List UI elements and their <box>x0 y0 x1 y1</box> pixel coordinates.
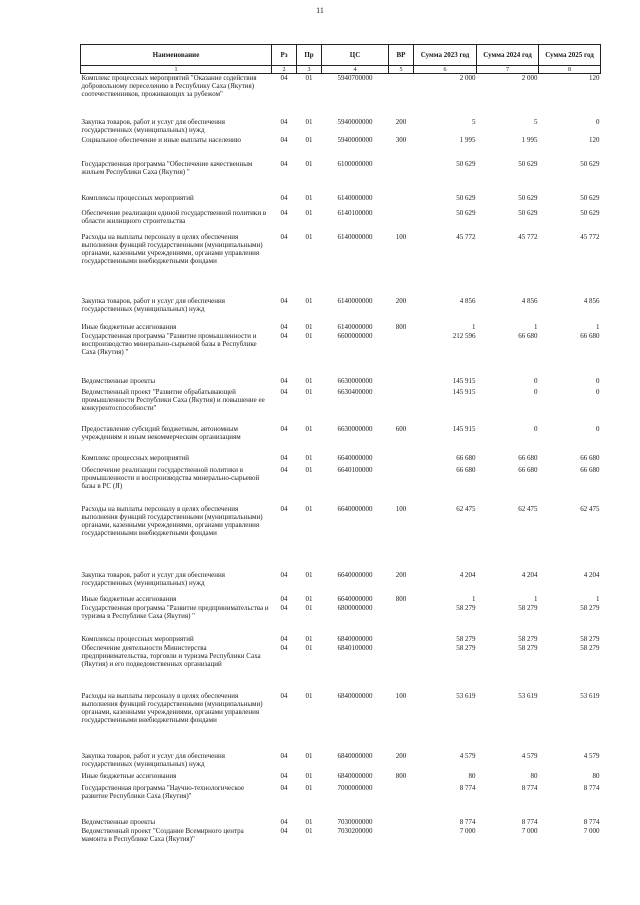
row-sum-2025: 4 856 <box>583 296 600 305</box>
row-vr: 800 <box>395 322 407 331</box>
table-row <box>81 332 601 377</box>
row-sum-2023: 80 <box>468 771 476 780</box>
table-row <box>81 466 601 505</box>
row-sum-2024: 80 <box>530 771 538 780</box>
column-number: 3 <box>297 66 322 74</box>
row-sum-2023: 4 856 <box>459 296 476 305</box>
table-row <box>81 635 601 644</box>
row-rz: 04 <box>280 322 288 331</box>
row-sum-2025: 50 629 <box>580 159 600 168</box>
row-sum-2025: 4 579 <box>583 751 600 760</box>
row-vr <box>389 160 414 194</box>
header-cs: ЦС <box>322 45 389 66</box>
row-sum-2025: 0 <box>596 376 600 385</box>
row-sum-2025: 1 <box>596 322 600 331</box>
row-vr <box>389 332 414 377</box>
row-name: Комплексы процессных мероприятий <box>81 193 194 202</box>
row-sum-2025: 66 680 <box>580 331 600 340</box>
row-vr <box>389 209 414 233</box>
header-sum-2023: Сумма 2023 год <box>414 45 477 66</box>
row-rz: 04 <box>280 296 288 305</box>
row-pr: 01 <box>305 208 313 217</box>
row-name: Обеспечение деятельности Министерства предпринимательства, торговли и туризма Республики Саха (Якутия) и его подведомственных организаций <box>81 643 261 668</box>
row-name: Государственная программа "Развитие предпринимательства и туризма в Республике Саха (Якутия) " <box>81 603 269 620</box>
row-rz: 04 <box>280 74 288 82</box>
row-pr: 01 <box>305 603 313 612</box>
row-name: Иные бюджетные ассигнования <box>81 771 177 780</box>
row-pr: 01 <box>305 817 313 826</box>
row-pr: 01 <box>305 465 313 474</box>
row-sum-2023: 2 000 <box>459 74 476 82</box>
row-sum-2024: 4 856 <box>521 296 538 305</box>
row-sum-2025: 4 204 <box>583 570 600 579</box>
row-vr: 200 <box>395 751 407 760</box>
row-rz: 04 <box>280 387 288 396</box>
row-name: Социальное обеспечение и иные выплаты населению <box>81 135 241 144</box>
row-sum-2025: 58 279 <box>580 603 600 612</box>
row-sum-2025: 8 774 <box>583 817 600 826</box>
table-row <box>81 692 601 752</box>
row-sum-2023: 50 629 <box>456 208 476 217</box>
row-cs: 6140000000 <box>337 193 373 202</box>
row-vr: 100 <box>395 232 407 241</box>
row-pr: 01 <box>305 570 313 579</box>
row-vr: 300 <box>395 135 407 144</box>
row-cs: 6640000000 <box>337 570 373 579</box>
table-row <box>81 772 601 784</box>
row-vr: 600 <box>395 424 407 433</box>
row-rz: 04 <box>280 331 288 340</box>
row-sum-2025: 53 619 <box>580 691 600 700</box>
row-pr: 01 <box>305 826 313 835</box>
table-row <box>81 136 601 160</box>
row-pr: 01 <box>305 691 313 700</box>
column-number: 2 <box>272 66 297 74</box>
row-pr: 01 <box>305 331 313 340</box>
row-name: Предоставление субсидий бюджетным, автономным учреждениям и иным некоммерческим организациям <box>81 424 241 441</box>
row-sum-2023: 145 915 <box>452 376 476 385</box>
row-rz: 04 <box>280 603 288 612</box>
table-row <box>81 194 601 209</box>
row-pr: 01 <box>305 771 313 780</box>
row-sum-2023: 1 995 <box>459 135 476 144</box>
row-vr: 200 <box>395 296 407 305</box>
row-name: Закупка товаров, работ и услуг для обеспечения государственных (муниципальных) нужд <box>81 296 225 313</box>
table-row <box>81 752 601 772</box>
row-name: Комплекс процессных мероприятий <box>81 453 190 462</box>
row-name: Расходы на выплаты персоналу в целях обеспечения выполнения функций государственными (муниципальными) органами, казенными учреждениями, органами управления государственными внебюджетными фондами <box>81 232 263 265</box>
row-cs: 6140100000 <box>337 208 373 217</box>
row-sum-2023: 50 629 <box>456 193 476 202</box>
row-sum-2024: 4 579 <box>521 751 538 760</box>
row-pr: 01 <box>305 74 313 82</box>
row-vr <box>389 377 414 388</box>
table-row <box>81 644 601 692</box>
row-rz: 04 <box>280 159 288 168</box>
row-sum-2023: 66 680 <box>456 465 476 474</box>
row-cs: 6840000000 <box>337 634 373 643</box>
table-row <box>81 323 601 332</box>
row-name: Государственная программа "Обеспечение качественным жильем Республики Саха (Якутия) " <box>81 159 253 176</box>
row-sum-2023: 66 680 <box>456 453 476 462</box>
row-name: Расходы на выплаты персоналу в целях обеспечения выполнения функций государственными (муниципальными) органами, казенными учреждениями, органами управления государственными внебюджетными фондами <box>81 691 263 724</box>
row-vr <box>389 644 414 692</box>
row-cs: 5940000000 <box>337 117 373 126</box>
row-pr: 01 <box>305 751 313 760</box>
row-sum-2024: 1 995 <box>521 135 538 144</box>
column-number-row <box>81 66 601 74</box>
row-pr: 01 <box>305 376 313 385</box>
row-name: Ведомственный проект "Создание Всемирного центра мамонта в Республике Саха (Якутия)" <box>81 826 244 843</box>
row-sum-2024: 66 680 <box>518 331 538 340</box>
row-pr: 01 <box>305 453 313 462</box>
table-row <box>81 160 601 194</box>
row-sum-2023: 62 475 <box>456 504 476 513</box>
row-cs: 6840000000 <box>337 751 373 760</box>
row-sum-2024: 7 000 <box>521 826 538 835</box>
row-vr <box>389 466 414 505</box>
row-sum-2024: 1 <box>534 322 538 331</box>
row-sum-2024: 0 <box>534 376 538 385</box>
row-name: Государственная программа "Развитие промышленности и воспроизводство минерально-сырьевой базы в Республике Саха (Якутия) " <box>81 331 257 356</box>
row-sum-2024: 50 629 <box>518 208 538 217</box>
table-row <box>81 595 601 604</box>
row-sum-2023: 212 596 <box>452 331 476 340</box>
table-row <box>81 827 601 851</box>
header-name: Наименование <box>81 45 272 66</box>
row-name: Иные бюджетные ассигнования <box>81 322 177 331</box>
row-sum-2023: 145 915 <box>452 387 476 396</box>
row-name: Комплексы процессных мероприятий <box>81 634 194 643</box>
row-cs: 6140000000 <box>337 322 373 331</box>
row-vr <box>389 818 414 827</box>
table-row <box>81 604 601 635</box>
row-cs: 6640100000 <box>337 465 373 474</box>
row-pr: 01 <box>305 232 313 241</box>
column-number: 5 <box>389 66 414 74</box>
table-row <box>81 505 601 571</box>
header-rz: Рз <box>272 45 297 66</box>
row-pr: 01 <box>305 387 313 396</box>
row-vr <box>389 635 414 644</box>
row-sum-2023: 4 579 <box>459 751 476 760</box>
row-cs: 7030200000 <box>337 826 373 835</box>
row-vr: 200 <box>395 570 407 579</box>
row-sum-2024: 58 279 <box>518 603 538 612</box>
row-cs: 6630400000 <box>337 387 373 396</box>
row-cs: 6640000000 <box>337 453 373 462</box>
row-sum-2024: 2 000 <box>521 74 538 82</box>
row-vr: 200 <box>395 117 407 126</box>
row-name: Ведомственные проекты <box>81 376 156 385</box>
row-rz: 04 <box>280 453 288 462</box>
table-row <box>81 425 601 454</box>
row-sum-2025: 120 <box>589 74 600 82</box>
row-name: Комплекс процессных мероприятий "Оказание содействия добровольному переселению в Республику Саха (Якутия) соотечественников, проживающих за рубежом" <box>81 74 257 98</box>
row-sum-2025: 8 774 <box>583 783 600 792</box>
table-row <box>81 233 601 297</box>
row-sum-2024: 58 279 <box>518 643 538 652</box>
row-sum-2025: 50 629 <box>580 208 600 217</box>
row-sum-2023: 1 <box>472 594 476 603</box>
row-pr: 01 <box>305 594 313 603</box>
row-pr: 01 <box>305 322 313 331</box>
row-sum-2025: 0 <box>596 424 600 433</box>
row-cs: 6640000000 <box>337 594 373 603</box>
row-vr: 100 <box>395 504 407 513</box>
budget-table <box>80 44 601 851</box>
row-name: Закупка товаров, работ и услуг для обеспечения государственных (муниципальных) нужд <box>81 117 225 134</box>
row-pr: 01 <box>305 424 313 433</box>
row-pr: 01 <box>305 783 313 792</box>
row-rz: 04 <box>280 594 288 603</box>
row-cs: 6840000000 <box>337 771 373 780</box>
row-rz: 04 <box>280 817 288 826</box>
row-cs: 7000000000 <box>337 783 373 792</box>
row-rz: 04 <box>280 208 288 217</box>
row-sum-2025: 50 629 <box>580 193 600 202</box>
row-rz: 04 <box>280 783 288 792</box>
row-sum-2024: 0 <box>534 387 538 396</box>
row-cs: 6140000000 <box>337 232 373 241</box>
row-sum-2025: 45 772 <box>580 232 600 241</box>
row-rz: 04 <box>280 691 288 700</box>
row-sum-2023: 58 279 <box>456 603 476 612</box>
row-cs: 6630000000 <box>337 424 373 433</box>
row-sum-2024: 8 774 <box>521 817 538 826</box>
row-rz: 04 <box>280 135 288 144</box>
row-cs: 5940700000 <box>337 74 373 82</box>
row-rz: 04 <box>280 504 288 513</box>
row-rz: 04 <box>280 751 288 760</box>
row-sum-2025: 80 <box>592 771 600 780</box>
row-sum-2024: 4 204 <box>521 570 538 579</box>
column-number: 6 <box>414 66 477 74</box>
row-rz: 04 <box>280 232 288 241</box>
table-row <box>81 297 601 323</box>
table-row <box>81 454 601 466</box>
header-sum-2025: Сумма 2025 год <box>539 45 601 66</box>
row-vr: 800 <box>395 771 407 780</box>
row-sum-2023: 7 000 <box>459 826 476 835</box>
column-number: 8 <box>539 66 601 74</box>
row-sum-2025: 120 <box>589 135 600 144</box>
row-rz: 04 <box>280 570 288 579</box>
row-pr: 01 <box>305 135 313 144</box>
column-number: 4 <box>322 66 389 74</box>
header-row <box>81 45 601 66</box>
table-row <box>81 377 601 388</box>
budget-table-body <box>81 74 601 851</box>
row-sum-2025: 58 279 <box>580 643 600 652</box>
row-rz: 04 <box>280 376 288 385</box>
row-rz: 04 <box>280 771 288 780</box>
row-rz: 04 <box>280 117 288 126</box>
column-number: 1 <box>81 66 272 74</box>
row-vr <box>389 388 414 425</box>
header-pr: Пр <box>297 45 322 66</box>
row-rz: 04 <box>280 826 288 835</box>
row-cs: 6140000000 <box>337 296 373 305</box>
table-row <box>81 118 601 136</box>
row-sum-2024: 53 619 <box>518 691 538 700</box>
row-sum-2024: 50 629 <box>518 193 538 202</box>
row-pr: 01 <box>305 504 313 513</box>
row-cs: 6840000000 <box>337 691 373 700</box>
row-sum-2024: 5 <box>534 117 538 126</box>
row-sum-2023: 145 915 <box>452 424 476 433</box>
row-vr: 800 <box>395 594 407 603</box>
row-name: Обеспечение реализации государственной политики в промышленности и воспроизводства минерально-сырьевой базы в РС (Я) <box>81 465 260 490</box>
row-sum-2025: 66 680 <box>580 465 600 474</box>
row-pr: 01 <box>305 117 313 126</box>
row-name: Закупка товаров, работ и услуг для обеспечения государственных (муниципальных) нужд <box>81 570 225 587</box>
row-rz: 04 <box>280 193 288 202</box>
row-pr: 01 <box>305 193 313 202</box>
row-name: Государственная программа "Научно-технологическое развитие Республики Саха (Якутия)" <box>81 783 245 800</box>
row-cs: 6840100000 <box>337 643 373 652</box>
row-sum-2025: 1 <box>596 594 600 603</box>
table-row <box>81 818 601 827</box>
row-cs: 7030000000 <box>337 817 373 826</box>
row-sum-2025: 62 475 <box>580 504 600 513</box>
row-sum-2025: 0 <box>596 387 600 396</box>
row-name: Расходы на выплаты персоналу в целях обеспечения выполнения функций государственными (муниципальными) органами, казенными учреждениями, органами управления государственными внебюджетными фондами <box>81 504 263 537</box>
row-vr <box>389 74 414 118</box>
table-row <box>81 74 601 118</box>
row-pr: 01 <box>305 159 313 168</box>
row-sum-2023: 45 772 <box>456 232 476 241</box>
row-name: Ведомственные проекты <box>81 817 156 826</box>
row-pr: 01 <box>305 296 313 305</box>
row-sum-2023: 5 <box>472 117 476 126</box>
row-vr <box>389 827 414 851</box>
header-sum-2024: Сумма 2024 год <box>477 45 539 66</box>
column-number: 7 <box>477 66 539 74</box>
row-vr: 100 <box>395 691 407 700</box>
row-sum-2023: 8 774 <box>459 817 476 826</box>
row-cs: 6100000000 <box>337 159 373 168</box>
row-vr <box>389 604 414 635</box>
table-row <box>81 209 601 233</box>
row-vr <box>389 454 414 466</box>
row-vr <box>389 784 414 818</box>
row-sum-2025: 58 279 <box>580 634 600 643</box>
row-name: Иные бюджетные ассигнования <box>81 594 177 603</box>
row-sum-2024: 66 680 <box>518 465 538 474</box>
row-name: Ведомственный проект "Развитие обрабатывающей промышленности Республики Саха (Якутия) и повышение ее конкурентоспособности" <box>81 387 265 412</box>
row-sum-2023: 58 279 <box>456 643 476 652</box>
row-rz: 04 <box>280 424 288 433</box>
row-cs: 6630000000 <box>337 376 373 385</box>
row-sum-2024: 45 772 <box>518 232 538 241</box>
row-cs: 6600000000 <box>337 331 373 340</box>
row-cs: 5940000000 <box>337 135 373 144</box>
row-sum-2025: 66 680 <box>580 453 600 462</box>
row-pr: 01 <box>305 634 313 643</box>
row-rz: 04 <box>280 634 288 643</box>
row-sum-2023: 50 629 <box>456 159 476 168</box>
row-sum-2025: 0 <box>596 117 600 126</box>
row-cs: 6640000000 <box>337 504 373 513</box>
row-sum-2024: 1 <box>534 594 538 603</box>
row-name: Обеспечение реализации единой государственной политики в области жилищного строительства <box>81 208 267 225</box>
row-sum-2023: 8 774 <box>459 783 476 792</box>
row-sum-2023: 58 279 <box>456 634 476 643</box>
row-pr: 01 <box>305 643 313 652</box>
row-rz: 04 <box>280 643 288 652</box>
row-cs: 6800000000 <box>337 603 373 612</box>
row-sum-2025: 7 000 <box>583 826 600 835</box>
row-sum-2023: 1 <box>472 322 476 331</box>
row-sum-2023: 53 619 <box>456 691 476 700</box>
table-row <box>81 388 601 425</box>
row-name: Закупка товаров, работ и услуг для обеспечения государственных (муниципальных) нужд <box>81 751 225 768</box>
row-sum-2024: 0 <box>534 424 538 433</box>
table-row <box>81 784 601 818</box>
table-row <box>81 571 601 595</box>
row-sum-2024: 66 680 <box>518 453 538 462</box>
row-rz: 04 <box>280 465 288 474</box>
row-sum-2023: 4 204 <box>459 570 476 579</box>
row-sum-2024: 50 629 <box>518 159 538 168</box>
row-vr <box>389 194 414 209</box>
row-sum-2024: 58 279 <box>518 634 538 643</box>
row-sum-2024: 62 475 <box>518 504 538 513</box>
row-sum-2024: 8 774 <box>521 783 538 792</box>
page-number: 11 <box>316 6 324 15</box>
header-vr: ВР <box>389 45 414 66</box>
